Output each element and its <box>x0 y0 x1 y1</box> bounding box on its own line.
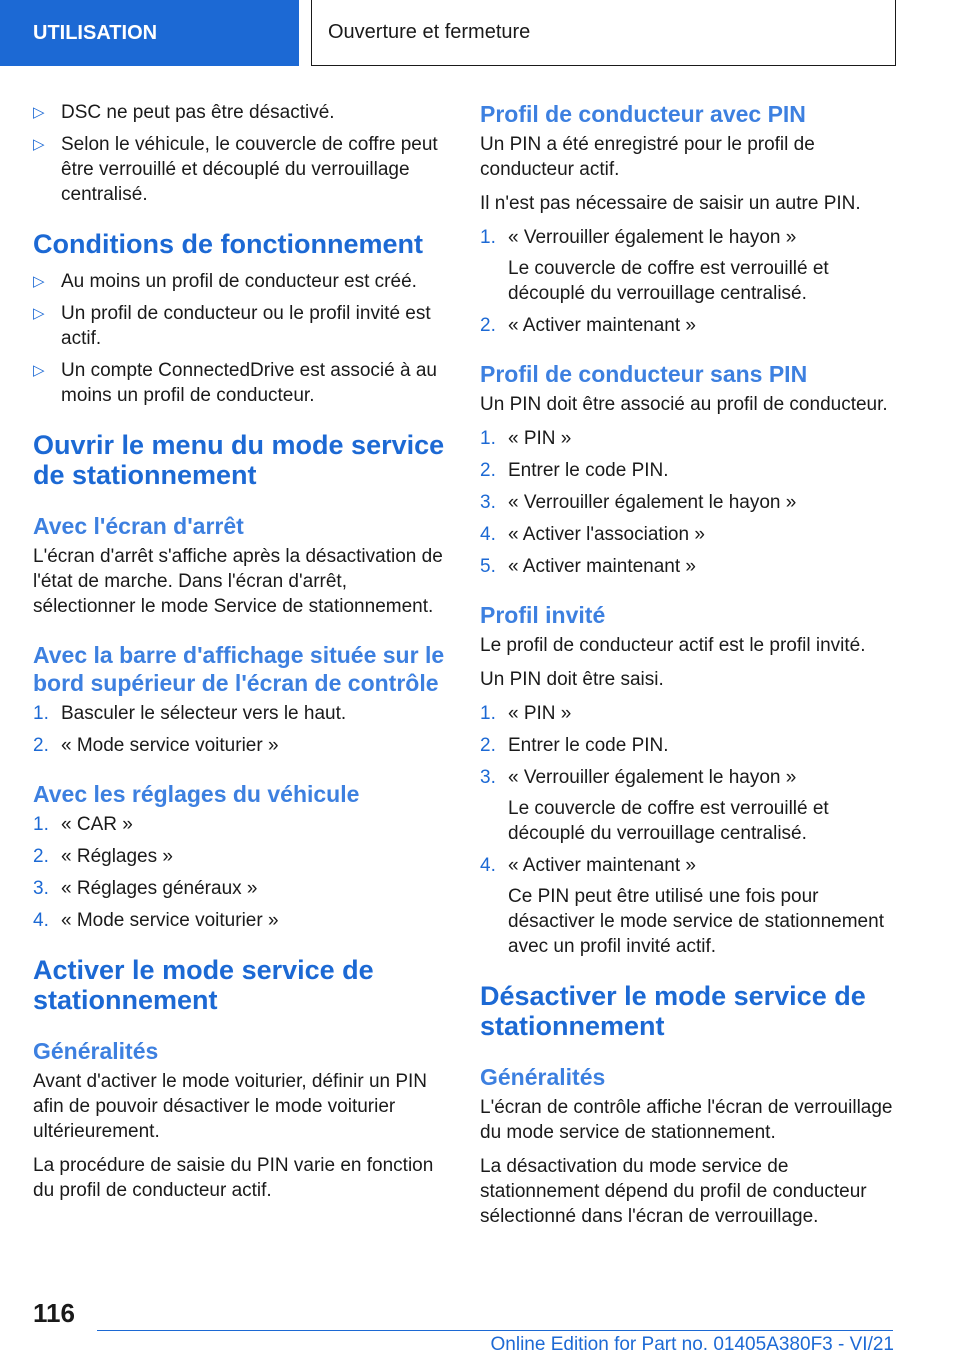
intro-bullet-list <box>33 100 447 207</box>
step-number: 5. <box>480 556 496 577</box>
list-item: 1. « Verrouiller également le hayon » Le couvercle de coffre est verrouillé et découplé du verrouillage centralisé. <box>480 227 829 304</box>
step-number: 1. <box>33 703 49 724</box>
step-number: 2. <box>480 735 496 756</box>
right-column <box>480 100 894 1238</box>
heading-deactivate: Désactiver le mode service de stationnement <box>480 981 866 1041</box>
step-number: 2. <box>480 315 496 336</box>
triangle-bullet-icon: ▷ <box>33 362 45 379</box>
subheading-status-bar: Avec la barre d'affichage située sur le bord supérieur de l'écran de contrôle <box>33 642 445 696</box>
subheading-vehicle-settings: Avec les réglages du véhicule <box>33 781 360 807</box>
with-pin-steps <box>480 225 894 338</box>
subheading-general: Généralités <box>33 1038 159 1064</box>
paragraph: Un PIN a été enregistré pour le profil de conducteur actif. <box>480 134 815 180</box>
step-number: 4. <box>33 910 49 931</box>
footer-divider <box>97 1330 893 1331</box>
subheading-without-pin: Profil de conducteur sans PIN <box>480 361 808 387</box>
heading-activate: Activer le mode service de stationnement <box>33 955 374 1015</box>
conditions-bullet-list <box>33 269 447 408</box>
without-pin-steps <box>480 426 894 579</box>
step-number: 1. <box>480 428 496 449</box>
left-column <box>33 100 447 1212</box>
subheading-general: Généralités <box>480 1064 606 1090</box>
step-number: 4. <box>480 855 496 876</box>
list-item: ▷ Selon le véhicule, le couvercle de coffre peut être verrouillé et découplé du verrouillage centralisé. <box>33 134 438 205</box>
paragraph: Un PIN doit être saisi. <box>480 669 664 690</box>
paragraph: L'écran d'arrêt s'affiche après la désactivation de l'état de marche. Dans l'écran d'arrêt, sélectionner le mode Service de stationnement. <box>33 546 443 617</box>
vehicle-settings-steps <box>33 812 447 933</box>
list-item: 1. « PIN » <box>480 703 572 724</box>
heading-conditions: Conditions de fonctionnement <box>33 229 423 259</box>
paragraph: Il n'est pas nécessaire de saisir un autre PIN. <box>480 193 861 214</box>
list-item: 5. « Activer maintenant » <box>480 556 696 577</box>
list-item: 1. « PIN » <box>480 428 572 449</box>
list-item: ▷ DSC ne peut pas être désactivé. <box>33 102 335 123</box>
paragraph: La procédure de saisie du PIN varie en fonction du profil de conducteur actif. <box>33 1155 434 1201</box>
paragraph: Avant d'activer le mode voiturier, définir un PIN afin de pouvoir désactiver le mode voiturier ultérieurement. <box>33 1071 428 1142</box>
chapter-tab <box>311 0 896 66</box>
step-number: 2. <box>33 846 49 867</box>
step-number: 3. <box>480 492 496 513</box>
step-number: 2. <box>33 735 49 756</box>
step-number: 1. <box>480 703 496 724</box>
list-item: 2. Entrer le code PIN. <box>480 735 669 756</box>
subheading-guest: Profil invité <box>480 602 606 628</box>
list-item: 2. « Activer maintenant » <box>480 315 696 336</box>
step-number: 2. <box>480 460 496 481</box>
list-item: 2. « Mode service voiturier » <box>33 735 279 756</box>
list-item: ▷ Un compte ConnectedDrive est associé à au moins un profil de conducteur. <box>33 360 437 406</box>
step-number: 1. <box>480 227 496 248</box>
list-item: 4. « Mode service voiturier » <box>33 910 279 931</box>
triangle-bullet-icon: ▷ <box>33 136 45 153</box>
step-number: 3. <box>480 767 496 788</box>
step-number: 3. <box>33 878 49 899</box>
step-number: 4. <box>480 524 496 545</box>
chapter-title: Ouverture et fermeture <box>328 21 531 43</box>
triangle-bullet-icon: ▷ <box>33 273 45 290</box>
guest-steps <box>480 701 894 959</box>
subheading-stop-screen: Avec l'écran d'arrêt <box>33 513 244 539</box>
section-title: UTILISATION <box>33 21 158 44</box>
heading-open-menu: Ouvrir le menu du mode service de stationnement <box>33 430 445 490</box>
paragraph: Le profil de conducteur actif est le profil invité. <box>480 635 866 656</box>
list-item: 1. « CAR » <box>33 814 133 835</box>
list-item: 4. « Activer maintenant » Ce PIN peut être utilisé une fois pour désactiver le mode service de stationnement avec un profil invité actif. <box>480 855 884 957</box>
list-item: 2. Entrer le code PIN. <box>480 460 669 481</box>
list-item: ▷ Au moins un profil de conducteur est créé. <box>33 271 417 292</box>
list-item: 4. « Activer l'association » <box>480 524 705 545</box>
list-item: 1. Basculer le sélecteur vers le haut. <box>33 703 347 724</box>
step-number: 1. <box>33 814 49 835</box>
triangle-bullet-icon: ▷ <box>33 305 45 322</box>
edition-text: Online Edition for Part no. 01405A380F3 - VI/21 <box>490 1334 894 1355</box>
section-tab <box>0 0 299 66</box>
paragraph: L'écran de contrôle affiche l'écran de verrouillage du mode service de stationnement. <box>480 1097 893 1143</box>
paragraph: Un PIN doit être associé au profil de conducteur. <box>480 394 888 415</box>
status-bar-steps <box>33 701 447 758</box>
list-item: 3. « Réglages généraux » <box>33 878 258 899</box>
page-number: 116 <box>33 1298 75 1328</box>
list-item: 3. « Verrouiller également le hayon » <box>480 492 797 513</box>
triangle-bullet-icon: ▷ <box>33 104 45 121</box>
subheading-with-pin: Profil de conducteur avec PIN <box>480 101 806 127</box>
paragraph: La désactivation du mode service de stationnement dépend du profil de conducteur sélectionné dans l'écran de verrouillage. <box>480 1156 867 1227</box>
list-item: ▷ Un profil de conducteur ou le profil invité est actif. <box>33 303 431 349</box>
list-item: 2. « Réglages » <box>33 846 173 867</box>
list-item: 3. « Verrouiller également le hayon » Le couvercle de coffre est verrouillé et découplé du verrouillage centralisé. <box>480 767 829 844</box>
